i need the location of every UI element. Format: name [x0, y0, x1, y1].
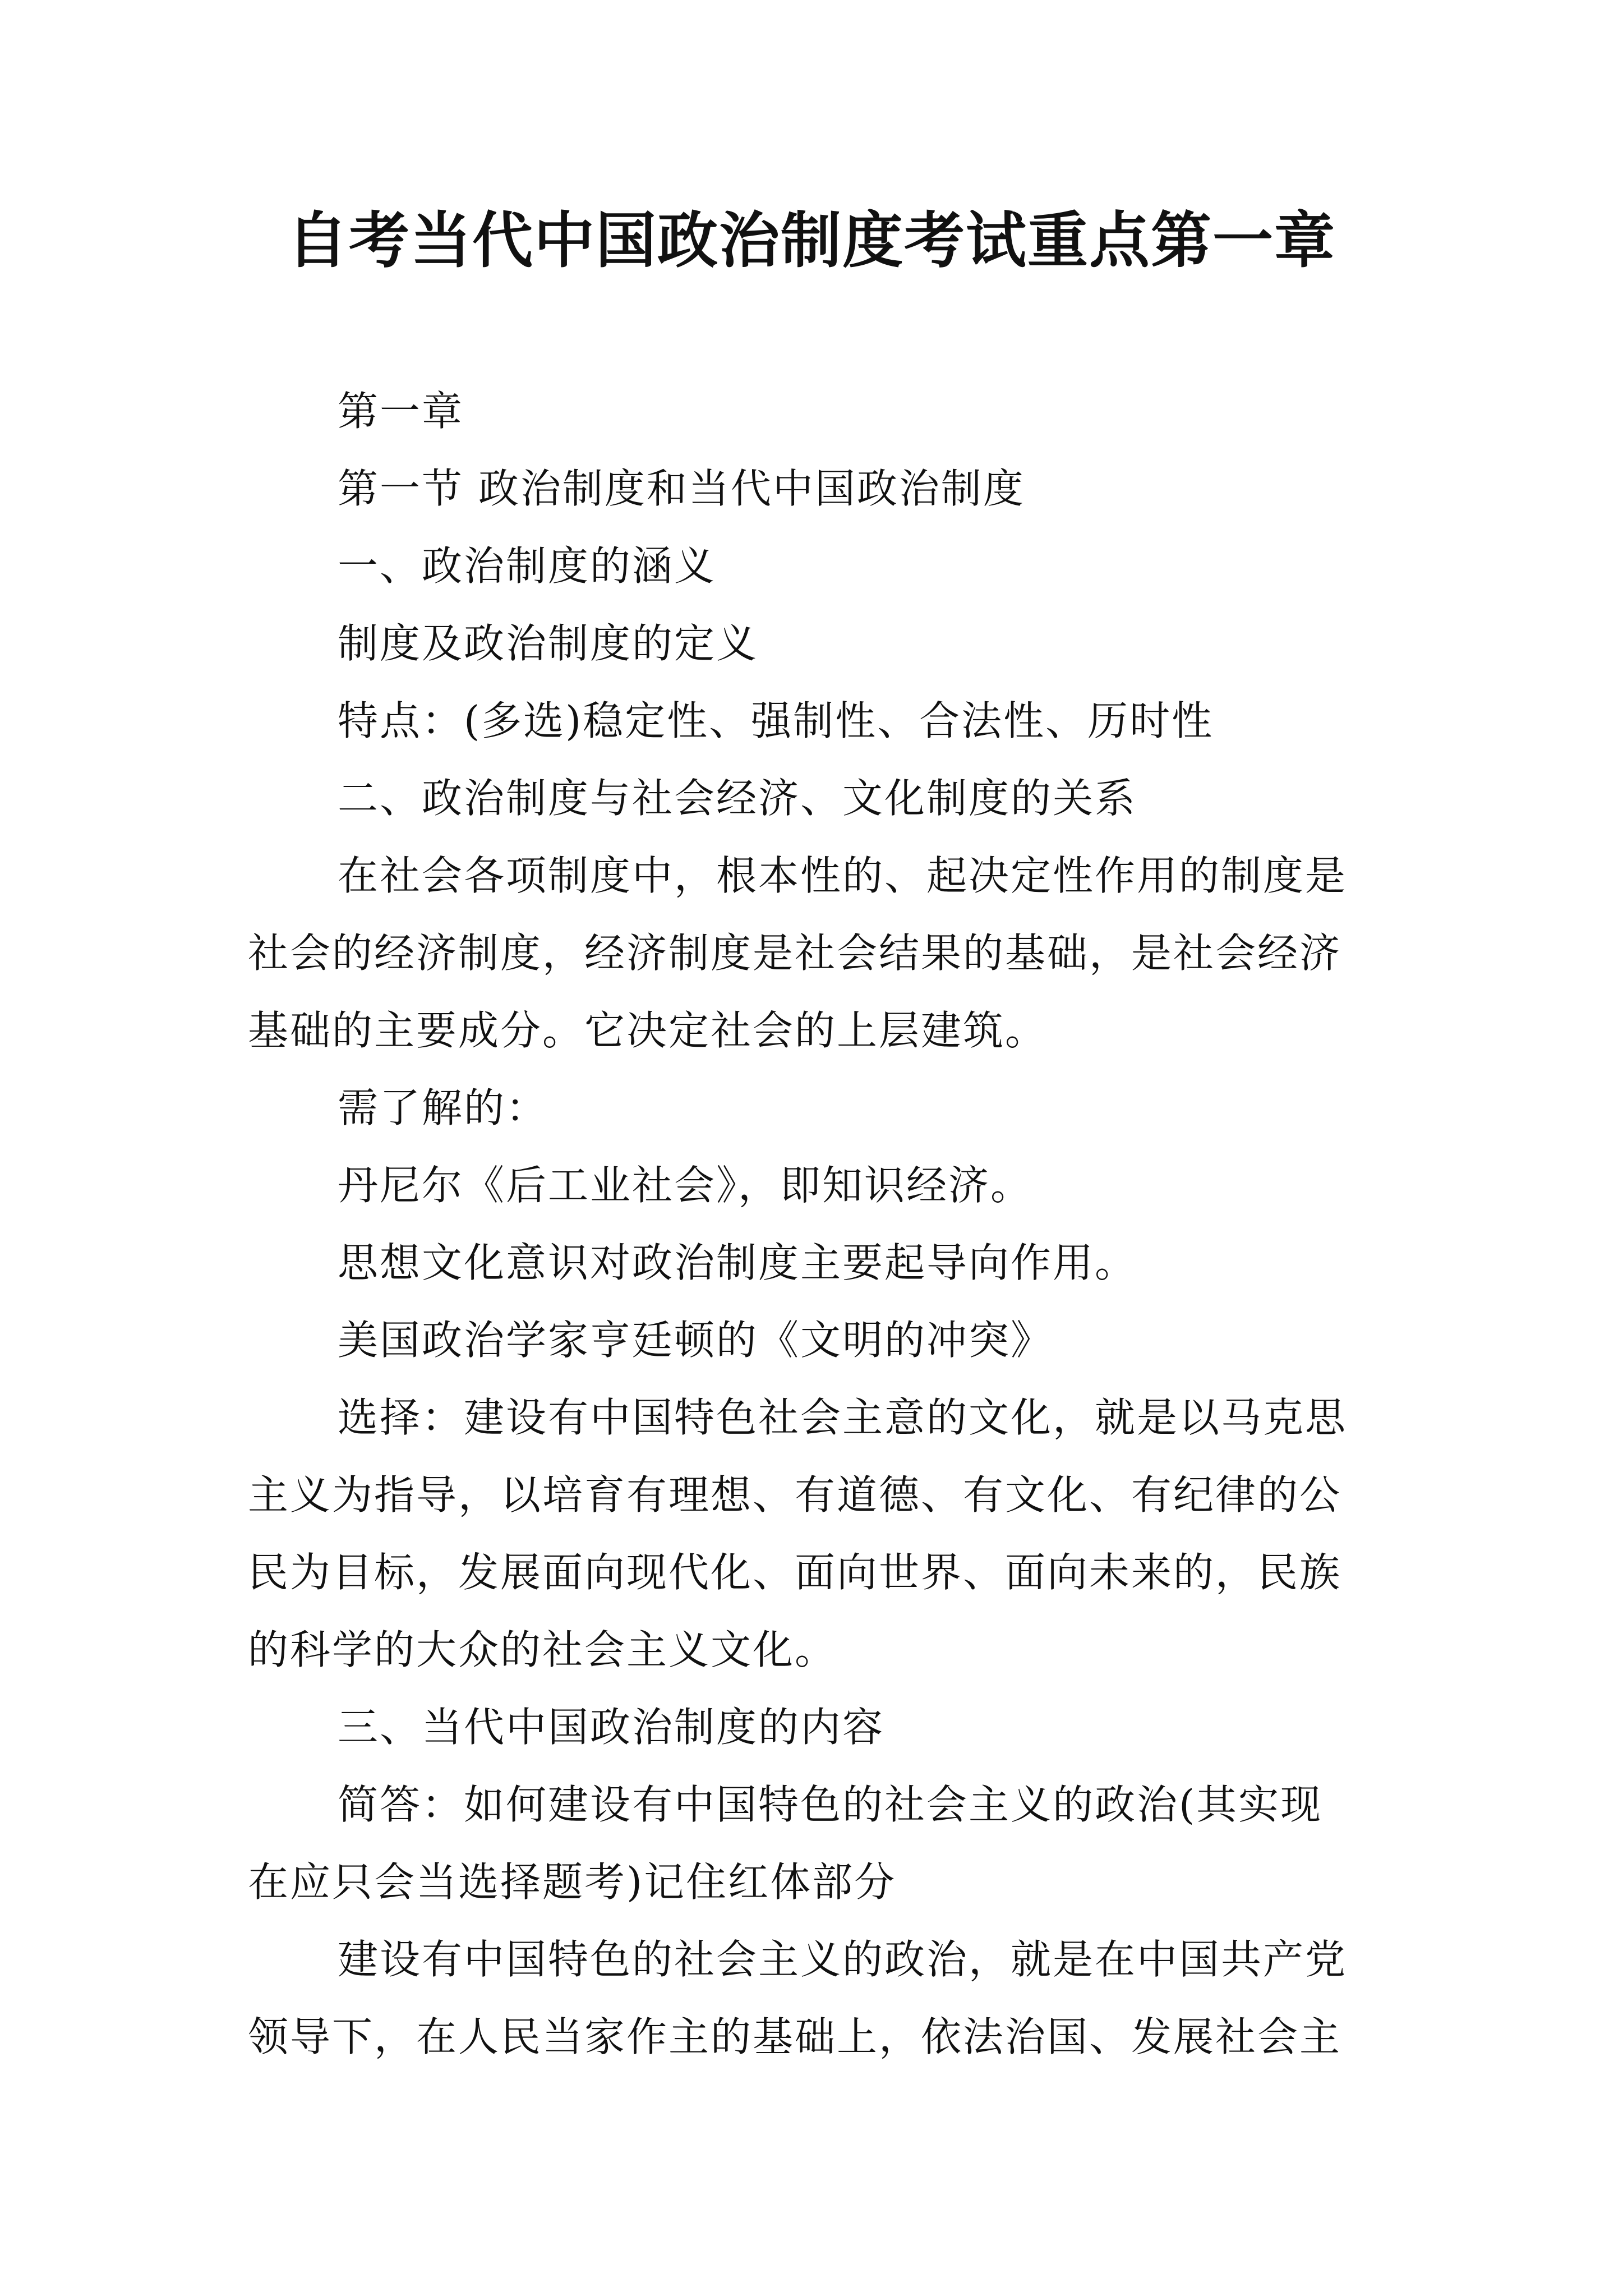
document-body: [248, 372, 1392, 2076]
text-line: 基础的主要成分。它决定社会的上层建筑。: [248, 1007, 1048, 1054]
text-line: 主义为指导，以培育有理想、有道德、有文化、有纪律的公: [248, 1471, 1342, 1519]
document-title: 自考当代中国政治制度考试重点第一章: [287, 206, 1336, 276]
subsection-heading: 二、政治制度与社会经济、文化制度的关系: [338, 775, 1137, 822]
text-line: 社会的经济制度，经济制度是社会结果的基础，是社会经济: [248, 930, 1342, 977]
text-line: 民为目标，发展面向现代化、面向世界、面向未来的，民族: [248, 1549, 1342, 1596]
text-line: 制度及政治制度的定义: [338, 620, 759, 667]
text-line: 选择：建设有中国特色社会主意的文化，就是以马克思: [338, 1394, 1348, 1441]
text-line: 领导下，在人民当家作主的基础上，依法治国、发展社会主: [248, 2013, 1342, 2060]
text-line: 思想文化意识对政治制度主要起导向作用。: [338, 1239, 1137, 1286]
text-line: 在应只会当选择题考)记住红体部分: [248, 1858, 897, 1906]
section-heading: 第一节 政治制度和当代中国政治制度: [338, 465, 1025, 512]
text-line: 丹尼尔《后工业社会》，即知识经济。: [338, 1162, 1033, 1209]
text-line: 的科学的大众的社会主义文化。: [248, 1626, 837, 1673]
text-line: 在社会各项制度中，根本性的、起决定性作用的制度是: [338, 852, 1348, 899]
text-line: 建设有中国特色的社会主义的政治，就是在中国共产党: [338, 1936, 1348, 1983]
text-line: 美国政治学家亨廷顿的《文明的冲突》: [338, 1317, 1053, 1364]
subsection-heading: 一、政治制度的涵义: [338, 542, 717, 590]
text-line: 第一章: [338, 388, 464, 435]
text-line: 需了解的：: [338, 1084, 548, 1131]
text-line: 简答：如何建设有中国特色的社会主义的政治(其实现: [338, 1781, 1323, 1828]
subsection-heading: 三、当代中国政治制度的内容: [338, 1704, 885, 1751]
text-line: 特点：(多选)稳定性、强制性、合法性、历时性: [338, 697, 1214, 744]
